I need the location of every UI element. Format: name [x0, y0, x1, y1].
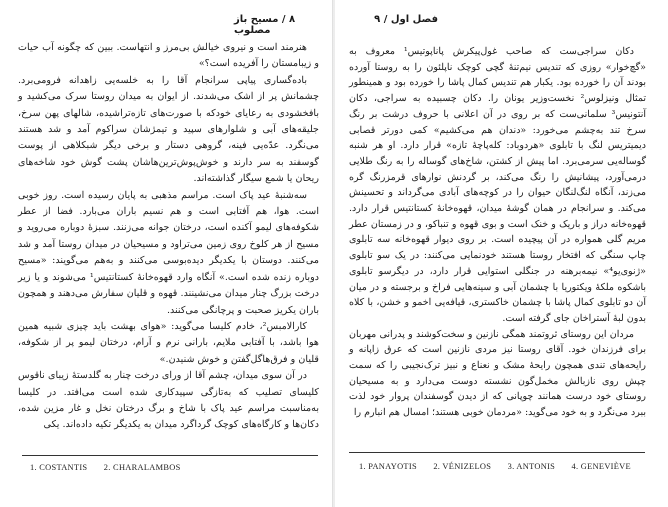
left-page-header: ۸ / مسیح باز مصلوب — [234, 14, 296, 36]
footnote: 2. VÉNIZELOS — [433, 462, 492, 471]
left-page — [0, 0, 333, 507]
right-page-header: فصل اول / ۹ — [374, 14, 438, 25]
footnote: 1. COSTANTIS — [30, 463, 88, 472]
right-footnotes — [359, 462, 645, 471]
paragraph: در آن سوی میدان، چشم آقا از ورای درخت چنار به گلدستهٔ زیبای ناقوس کلیسای تصلیب که به‌تازگی سپیدکاری شده است می‌افتد. در کلیسا به‌مناسبت مراسم عید پاک با شاخ و برگ درختان نخل و غار مزین شده، دکان‌ها و کارگاه‌های کوچک گرداگرد میدان به یکدیگر تکیه داده‌اند. یکی — [18, 370, 319, 431]
footnote: 1. PANAYOTIS — [359, 462, 417, 471]
footnote-divider — [349, 452, 645, 453]
paragraph: مردان این روستای ثروتمند همگی نازنین و سخت‌کوشند و پدرانی مهربان برای فرزندان خود. آقای روستا نیز مردی نازنین است که عرق زاپانه و رایحه‌های تندی همچون رایحهٔ مشک و نعناع و نبیز ترک‌نجیبی را که سمت چپش روی نازبالش مخمل‌گون نشسته دوست می‌دارد و به مسیحیان روستای خود درست همانند چوپانی که از دیدن گوسفندان پروار خود لذت ببرد می‌نگرد و به خود می‌گوید: «مردمان خوبی هستند؛ امسال هم انبارم را — [349, 328, 646, 419]
paragraph: باده‌گساری پیاپی سرانجام آقا را به خلسه‌یی زاهدانه فرومی‌برد. چشمانش پر از اشک می‌شدند. از ایوان به میدان روستا سرک می‌کشید و بافخشودی به رعایای خودکه با صورت‌های تازه‌تراشیده، شالهای پهن سرخ، جلیقه‌های آبی و شلوارهای سپید و تیمژشان سراکوم آمد و شد هستند می‌نگرد. عدّه‌یی فینه، گروهی دستار و برخی دیگر شبکلاهی از پوست گوسفند به سر دارند و خوش‌پوش‌ترین‌هاشان پشت گوش خود شاخه‌های ریحان یا شمع سیگار گذاشته‌اند. — [18, 74, 319, 185]
left-footnotes — [30, 463, 195, 472]
footnote-divider — [22, 455, 318, 456]
paragraph: سه‌شنبهٔ عید پاک است. مراسم مذهبی به پایان رسیده است. روز خوبی است. هوا، هم آفتابی است و هم نسیم باران می‌بارد. فضا از عطر شکوفه‌های لیمو آکنده است، درختان جوانه می‌زنند. سبزهٔ دوباره می‌روید و مسیح از هر کلوخ روی زمین می‌تراود و مسیحیان در میدان روستا آمد و شد می‌کنند. دوستان با یکدیگر دیده‌بوسی می‌کنند و به‌هم می‌گویند: «مسیح دوباره زنده شده است.» آنگاه وارد قهوه‌خانهٔ کستانتیس¹ می‌شوند و یا زیر درخت بزرگ چنار میدان می‌نشینند. قهوه و قلیان سفارش می‌دهند و همچون باران یکریز صحبت و پرچانگی می‌کنند. — [18, 189, 319, 316]
footnote: 2. CHARALAMBOS — [103, 463, 181, 472]
footnote: 4. GENEVIÈVE — [571, 462, 631, 471]
right-page-body — [349, 44, 646, 421]
footnote: 3. ANTONIS — [507, 462, 556, 471]
paragraph: هنرمند است و نیروی خیالش بی‌مرز و انتهاست. ببین که چگونه آب حیات و زیبا‌مستان را آفریده است؟» — [18, 42, 319, 70]
paragraph: کارالامبس²، خادم کلیسا می‌گوید: «هوای بهشت باید چیزی شبیه همین هوا باشد، با آفتابی ملایم، بارانی نرم و آرام، درختان لیمو پر از شکوفه، قلیان و فرق‌ها‌گل‌گفتن و خوش شنیدن.» — [18, 320, 319, 365]
left-page-body — [18, 40, 319, 434]
right-page — [335, 0, 668, 507]
paragraph: دکان سراجی‌ست که صاحب غول‌پیکرش پاناپوتیس¹ معروف به «گچ‌خوار» روزی که تندیس نیم‌تنهٔ گچی کوچک ناپلئون را به روستا آورده بودند آن را خورده بود. یکبار هم تندیس کمال پاشا را خورده بود و همینطور تمثال ونیزلوس² نخست‌وزیر یونان را. دکان چسبیده به سراجی، دکان آنتونیس³ سلمانی‌ست که بر روی در آن اعلانی با حروف درشت بر رنگ سرخ تند به‌چشم می‌خورد: «دندان هم می‌کشیم» کمی دورتر قصابی دیمیتریس لنگ با تابلوی «هردوباد: کله‌پاچهٔ تازه» قرار دارد. او هر شنبه گوساله‌یی سرمی‌برد. اما پیش از کشتن، شاخ‌های گوساله را به رنگ طلایی درمی‌آورد، پیشانیش را رنگ می‌کند، بر گردنش نوارهای قرمزرنگ گره می‌زند، آنگاه لنگ‌لنگان حیوان را در کوچه‌های آبادی می‌گرداند و تحسینش می‌کند. و سرانجام در همان گوشهٔ میدان، قهوه‌خانهٔ کستانتیس قرار دارد. قهوه‌خانه دراز و باریک و خنک است و بوی قهوه و تنباکو، و در زمستان عطر مریم گلی همواره در آن پیچیده است. بر روی دیوار قهوه‌خانه سه تابلوی چاپ سنگی که افتخار روستا هستند خودنمایی می‌کنند: در یک سو تابلوی «ژنوی‌یو⁴» نیمه‌برهنه در جنگلی استوایی قرار دارد، در دیگرسو تابلوی باشکوه ملکهٔ ویکتوریا با چشمان آبی و سینه‌هایی فراخ و برجسته و در میان آن دو تابلوی کمال پاشا با چشمان خاکستری، قیافه‌یی اخمو و خشن، با کلاه بدون لبهٔ آستراخان جای گرفته است. — [349, 46, 647, 324]
